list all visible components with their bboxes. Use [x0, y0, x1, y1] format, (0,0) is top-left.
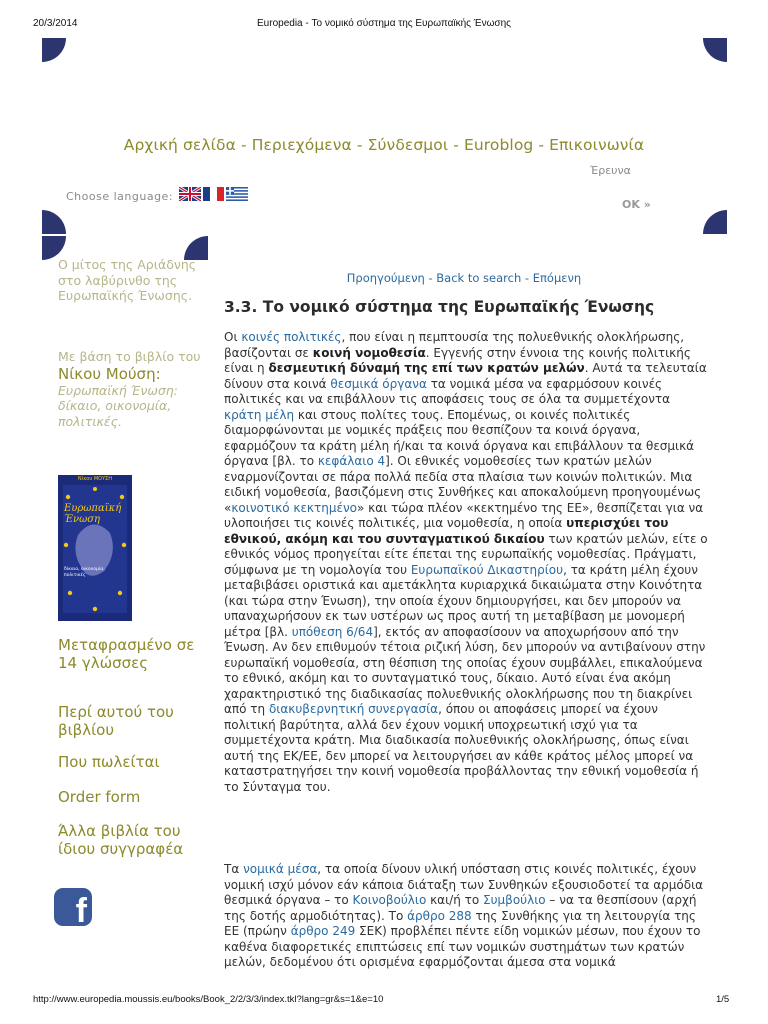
link-parliament[interactable]: Κοινοβούλιο [352, 893, 427, 907]
bold-text: κοινή νομοθεσία [312, 345, 426, 360]
page-title: 3.3. Το νομικό σύστημα της Ευρωπαϊκής Ένωσης [224, 298, 655, 316]
article-paragraph-1 [224, 330, 709, 795]
book-cover-art [58, 475, 132, 621]
nav-separator: - [448, 136, 464, 154]
page-navigation [224, 271, 704, 285]
link-institutions[interactable]: θεσμικά όργανα [330, 376, 427, 391]
top-navigation [0, 136, 768, 154]
article-paragraph-2 [224, 862, 709, 971]
bold-text: δεσμευτική δύναμή της επί των κρατών μελών [268, 361, 585, 375]
text: Οι [224, 330, 242, 344]
cover-title-line2: Ένωση [64, 514, 101, 525]
link-acquis[interactable]: κοινοτικό κεκτημένο [231, 500, 358, 515]
text: ], εκτός αν αποφασίσουν να αποχωρήσουν από την Ένωση. Αν δεν επιθυμούν τέτοια ριζική λύση, δεν μπορούν να αντιβαίνουν στην ευρωπαϊκή νομοθεσία, στη θέσπιση της οποίας έχουν συμβάλλει, επικαλούμενα το εθνικό, ακόμη και το συνταγματικό τους, δίκαιο. Αυτό είναι ένα ακόμη χαρακτηριστικό της διαδικασίας πολυεθνικής ολοκλήρωσης που τη διακρίνει από τη [224, 624, 706, 716]
bold-text: υπερισχύει του εθνικού, ακόμη και του συνταγματικού δικαίου [224, 516, 669, 546]
greek-flag-icon[interactable] [226, 187, 248, 201]
nav-links-link[interactable]: Σύνδεσμοι [367, 136, 449, 154]
link-court-of-justice[interactable]: Ευρωπαϊκού Δικαστηρίου [410, 562, 564, 577]
nav-separator: - [533, 136, 550, 154]
text: και/ή το [426, 893, 483, 907]
text: , τα οποία δίνουν υλική υπόσταση στις κοινές πολιτικές, έχουν νομική ισχύ μόνον εάν κάποια διάταξη των Συνθηκών εξουσιοδοτεί τα αρμόδια θεσμικά όργανα – το [224, 862, 704, 907]
based-on-text: Με βάση το βιβλίο του [58, 349, 201, 364]
print-title: Europedia - Το νομικό σύστημα της Ευρωπαϊκής Ένωσης [257, 18, 511, 29]
corner-decoration [703, 38, 727, 62]
print-date: 20/3/2014 [33, 18, 78, 29]
order-form-link[interactable]: Order form [58, 788, 141, 806]
text: , τα κράτη μέλη έχουν μεταβιβάσει οριστικά και αμετάκλητα κυριαρχικά δικαιώματα στην Κοινότητα (και τώρα στην Ένωση), την οποία έχουν δημιουργήσει, και δεν μπορούν να υπαναχωρήσουν εκ των υστέρων ως προς αυτή τη μεταβίβαση με μονομερή μέτρα [βλ. [224, 562, 703, 639]
text: των κρατών μελών, είτε ο εθνικός νόμος προηγείται είτε έπεται της ευρωπαϊκής νομοθεσίας. Πράγματι, σύμφωνα με τη νομολογία του [224, 531, 708, 577]
link-member-states[interactable]: κράτη μέλη [224, 407, 295, 422]
book-cover-image[interactable] [58, 475, 132, 621]
nav-blog-link[interactable]: Euroblog [463, 136, 534, 154]
text: , που είναι η πεμπτουσία της πολυεθνικής ολοκλήρωσης, βασίζονται σε [224, 330, 685, 360]
link-case-6-64[interactable]: υπόθεση 6/64 [291, 624, 374, 639]
cover-title-line1: Ευρωπαϊκή [64, 503, 122, 514]
author-link[interactable]: Νίκου Μούση [58, 364, 156, 383]
link-council[interactable]: Συμβούλιο [483, 893, 546, 907]
author-colon: : [155, 364, 161, 383]
sidebar-intro: Ο μίτος της Αριάδνης στο λαβύρινθο της Ευρωπαϊκής Ένωσης. [58, 257, 197, 304]
link-chapter-4[interactable]: κεφάλαιο 4 [317, 454, 386, 468]
language-label: Choose language: [66, 190, 174, 203]
text: της Συνθήκης για τη λειτουργία της ΕΕ (πρώην [224, 908, 696, 938]
translated-link[interactable]: Μεταφρασμένο σε 14 γλώσσες [58, 636, 195, 672]
french-flag-icon[interactable] [203, 187, 224, 201]
link-legal-acts[interactable]: νομικά μέσα [243, 862, 318, 876]
search-ok-button[interactable]: OK » [622, 198, 651, 211]
link-common-policies[interactable]: κοινές πολιτικές [241, 330, 342, 344]
nav-separator: - [351, 136, 368, 154]
nav-home-link[interactable]: Αρχική σελίδα [123, 136, 236, 154]
english-flag-icon[interactable] [179, 187, 201, 201]
text: – να τα θεσπίσουν (αρχή της δοτής αρμοδιότητας). Το [224, 893, 697, 923]
cover-title [64, 503, 121, 525]
nav-separator: - [424, 271, 437, 285]
text: ]. Οι εθνικές νομοθεσίες των κρατών μελών εναρμονίζονται σε πάρα πολλά πεδία στα πλαίσια των κοινών πολιτικών. Μια ειδική νομοθεσία, βασιζόμενη στις Συνθήκες και αποκαλούμενη προηγουμένως « [224, 454, 702, 515]
back-to-search-link[interactable]: Back to search [436, 271, 522, 285]
print-url: http://www.europedia.moussis.eu/books/Book_2/2/3/3/index.tkl?lang=gr&s=1&e=10 [33, 994, 384, 1005]
corner-decoration [703, 210, 727, 234]
about-book-link[interactable]: Περί αυτού του βιβλίου [58, 703, 174, 739]
link-article-288[interactable]: άρθρο 288 [407, 908, 472, 923]
print-page-number: 1/5 [716, 994, 730, 1005]
text: » και τώρα πλέον «κεκτημένο της ΕΕ», θεσπίζεται για να υλοποιήσει τις κοινές πολιτικές, μια νομοθεσία, η οποία [224, 500, 704, 530]
text: . Αυτά τα τελευταία δίνουν στα κοινά [224, 361, 707, 391]
other-books-link[interactable]: Άλλα βιβλία του ίδιου συγγραφέα [58, 822, 184, 858]
cover-subtitle: δίκαιο, οικονομία, πολιτικές [64, 567, 105, 578]
sidebar-based-on [58, 349, 208, 429]
facebook-icon[interactable]: f [54, 888, 92, 926]
where-sold-link[interactable]: Που πωλείται [58, 753, 160, 771]
nav-separator: - [235, 136, 252, 154]
nav-separator: - [521, 271, 533, 285]
text: τα νομικά μέσα να εφαρμόσουν κοινές πολιτικές και να επιβάλλουν τις αποφάσεις τους σε όλα τα συμμετέχοντα [224, 376, 671, 406]
text: Τα [224, 862, 244, 876]
prev-link[interactable]: Προηγούμενη [346, 271, 425, 285]
text: , όπου οι αποφάσεις μπορεί να έχουν πολιτική βαρύτητα, αλλά δεν έχουν νομική υποχρεωτική ισχύ για τα συμμετέχοντα κράτη. Μια διαδικασία πολυεθνικής ολοκλήρωσης, όπως είναι αυτή της ΕΚ/ΕΕ, δεν μπορεί να λειτουργήσει αν κάθε κράτος μέλος μπορεί να καταστρατηγήσει την κοινή νομοθεσία προβάλλοντας την εθνική νομοθεσία ή το Σύνταγμα του. [224, 702, 699, 794]
book-title-text: Ευρωπαϊκή Ένωση: δίκαιο, οικονομία, πολιτικές. [58, 382, 178, 429]
link-article-249[interactable]: άρθρο 249 [290, 924, 356, 938]
text: ΣΕΚ) προβλέπει πέντε είδη νομικών μέσων, που έχουν το καθένα διαφορετικές επιπτώσεις επί των νομικών συστημάτων των κρατών μελών, δεδομένου ότι ορισμένα εφαρμόζονται άμεσα στα νομικά [224, 924, 701, 969]
text: . Εγγενής στην έννοια της κοινής πολιτικής είναι η [224, 345, 691, 375]
nav-contents-link[interactable]: Περιεχόμενα [251, 136, 352, 154]
next-link[interactable]: Επόμενη [532, 271, 582, 285]
corner-decoration [42, 210, 66, 234]
text: και στους πολίτες τους. Επομένως, οι κοινές πολιτικές διαμορφώνονται με νομικές πράξεις που θεσπίζουν τα κοινά όργανα, εφαρμόζουν τα κράτη μέλη ή/και τα κοινά όργανα και επιβάλλουν τα θεσμικά όργανα [βλ. το [224, 407, 695, 468]
link-intergovernmental[interactable]: διακυβερνητική συνεργασία [268, 702, 439, 716]
nav-contact-link[interactable]: Επικοινωνία [549, 136, 645, 154]
search-label[interactable]: Έρευνα [590, 164, 631, 177]
cover-author: Νίκου ΜΟΥΣΗ [77, 476, 113, 482]
corner-decoration [42, 38, 66, 62]
